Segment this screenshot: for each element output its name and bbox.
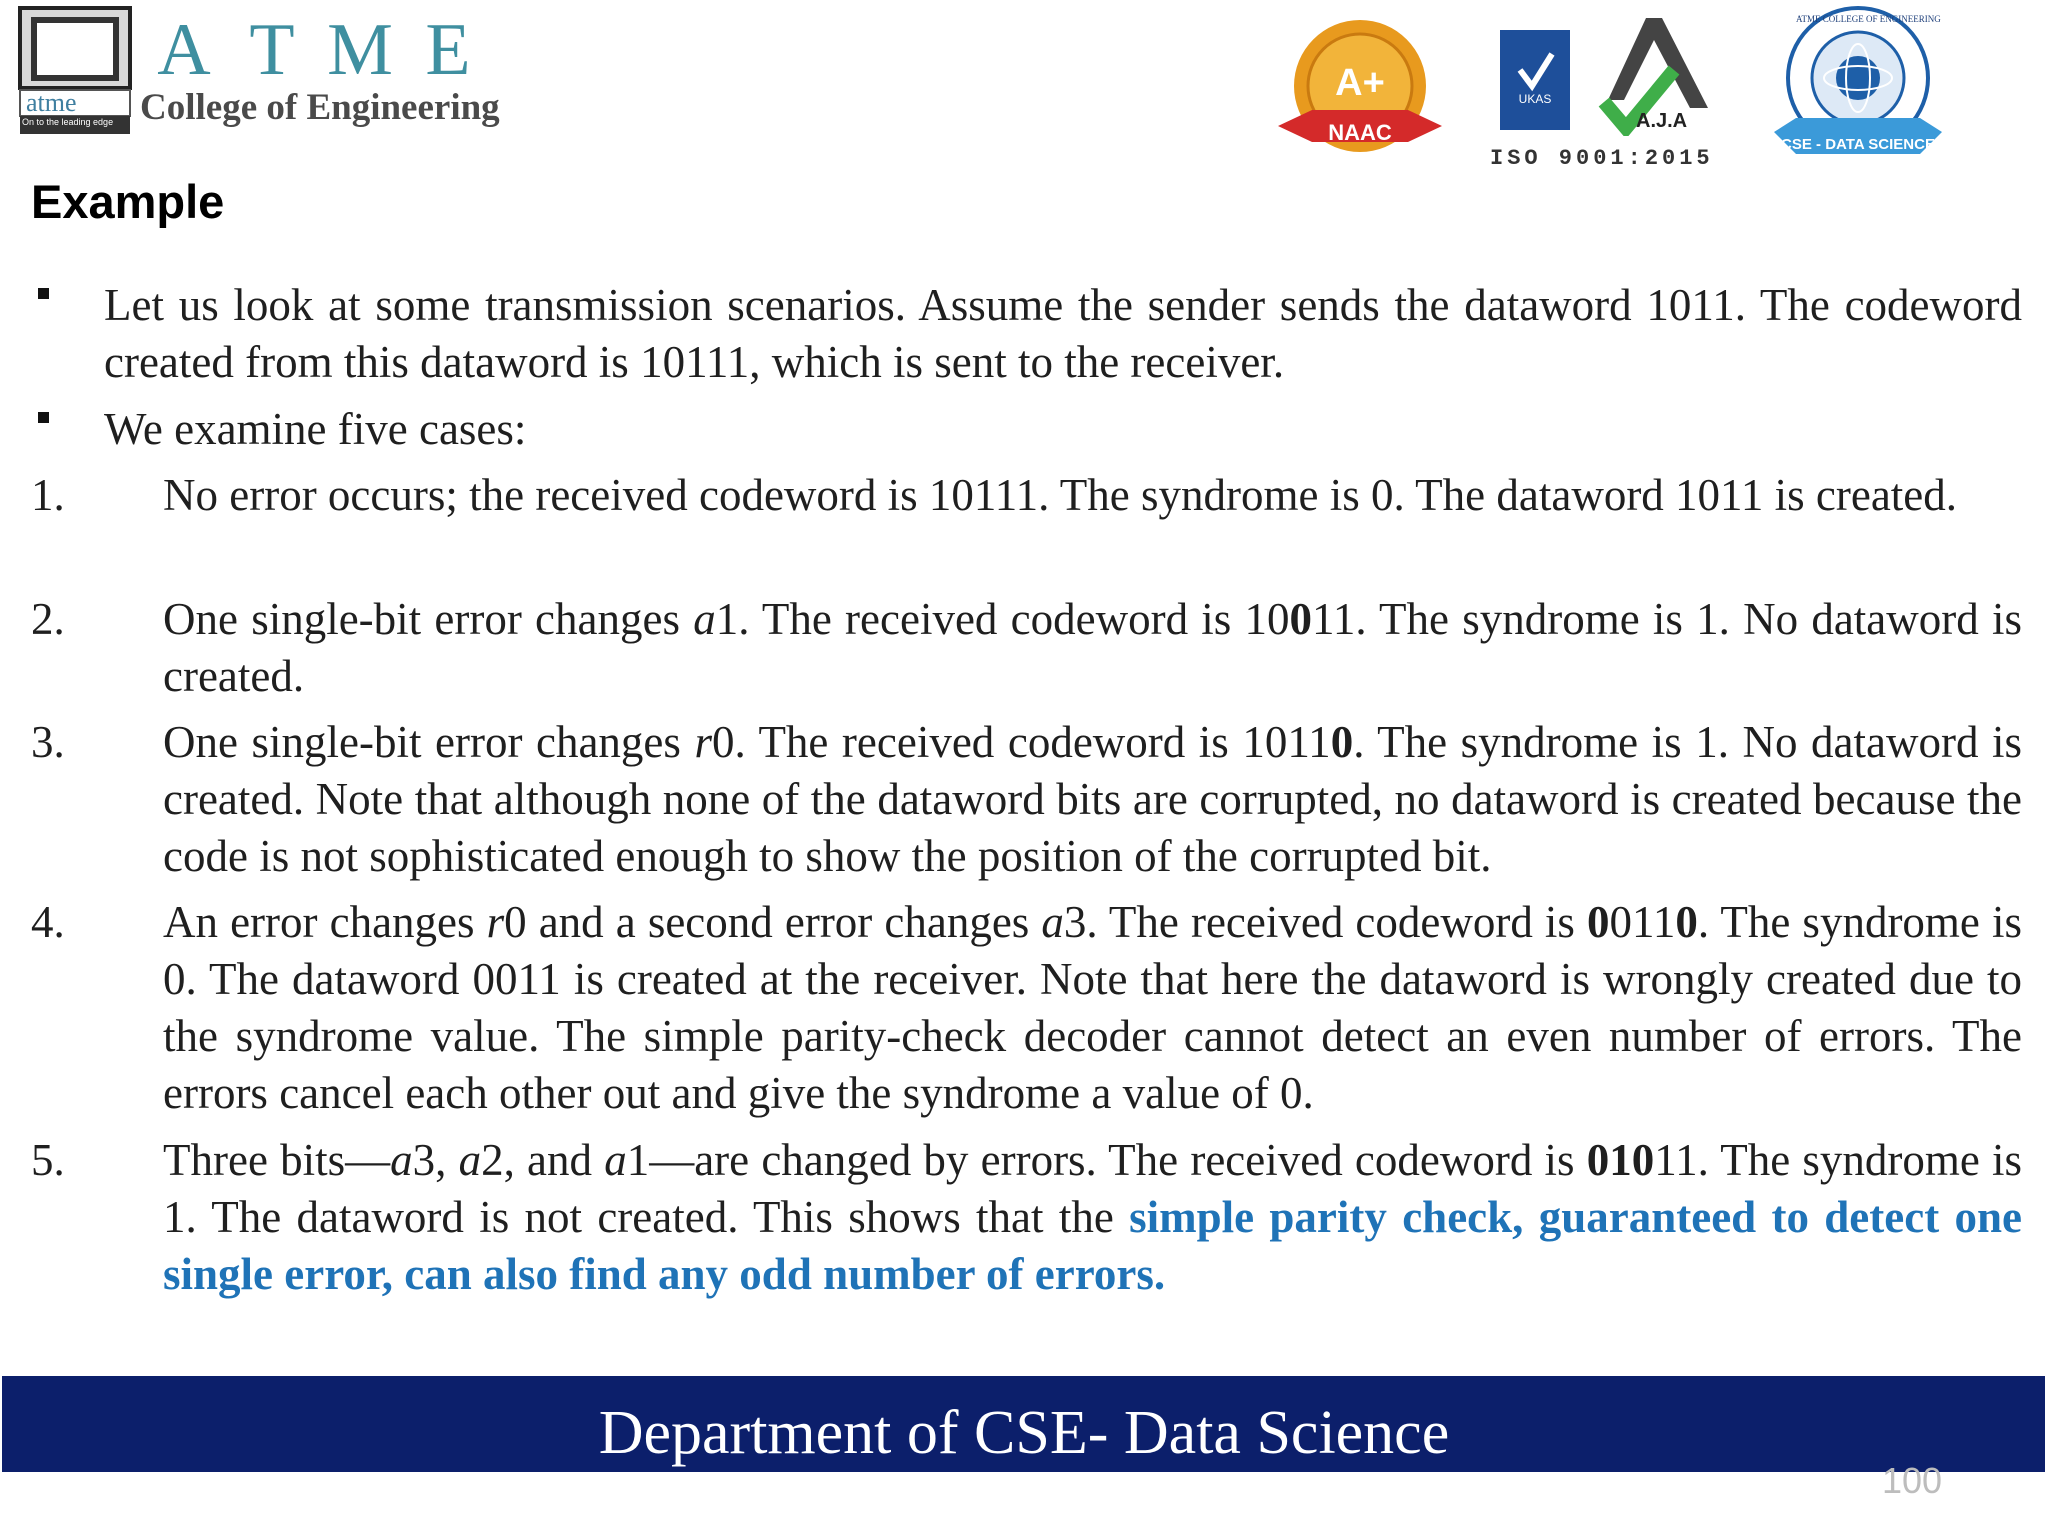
case-text bbox=[163, 1132, 2022, 1303]
bullet-marker bbox=[38, 288, 49, 299]
logo-letter: E bbox=[425, 9, 471, 91]
footer-department: Department of CSE- Data Science bbox=[598, 1399, 1450, 1467]
case-text-part: 011 bbox=[1609, 897, 1676, 947]
case-text bbox=[163, 591, 2022, 705]
case-number: 1. bbox=[31, 470, 65, 520]
case-text-part: 3. The received codeword is bbox=[1063, 897, 1588, 947]
case-variable: r bbox=[694, 717, 712, 767]
aja-label: A.J.A bbox=[1636, 110, 1688, 132]
logo-letter: A bbox=[157, 9, 211, 91]
case-highlight: simple parity check, guaranteed to detect one single error, can also find any odd number of errors. bbox=[163, 1192, 2022, 1299]
case-number: 2. bbox=[31, 594, 65, 644]
case-bold-bit: 0 bbox=[1675, 897, 1698, 947]
case-text-part: . The syndrome is 1. No dataword is created. Note that although none of the dataword bits are corrupted, no dataword is created because the code is not sophisticated enough to show the position of the corrupted bit. bbox=[163, 717, 2022, 881]
case-text-part: 2, and bbox=[481, 1135, 605, 1185]
page-number: 100 bbox=[1882, 1460, 1943, 1501]
case-text-part: One single-bit error changes bbox=[163, 717, 695, 767]
case-number: 3. bbox=[31, 717, 65, 767]
case-variable: a bbox=[390, 1135, 413, 1185]
case-variable: a bbox=[458, 1135, 482, 1185]
bullet-text: Let us look at some transmission scenarios. Assume the sender sends the dataword 1011. The codeword created from this dataword is 10111, which is sent to the receiver. bbox=[104, 280, 2022, 387]
case-variable: a bbox=[604, 1135, 627, 1185]
case-bold-bit: 0 bbox=[1587, 897, 1610, 947]
case-text bbox=[163, 894, 2022, 1122]
logo-small-text: atme bbox=[26, 88, 77, 117]
case-bold-bit: 0 bbox=[1330, 717, 1354, 767]
case-variable: a bbox=[693, 594, 716, 644]
case-bold-bit: 010 bbox=[1586, 1135, 1655, 1185]
case-text-part: 1. The received codeword is 10 bbox=[715, 594, 1290, 644]
logo-tagline: On to the leading edge bbox=[22, 117, 114, 127]
case-text-part: 11. The syndrome is 1. No dataword is created. bbox=[163, 594, 2022, 701]
college-name: College of Engineering bbox=[140, 87, 500, 128]
case-variable: a bbox=[1041, 897, 1064, 947]
case-text-part: 1. The syndrome is 1. The dataword is not created. This shows that the bbox=[163, 1135, 2023, 1242]
dept-badge-text: CSE - DATA SCIENCE bbox=[1781, 136, 1935, 153]
naac-label: NAAC bbox=[1328, 120, 1392, 145]
case-text-part: Three bits— bbox=[163, 1135, 391, 1185]
case-text-part: . The syndrome is 0. The dataword 0011 is created at the receiver. Note that here the dataword is wrongly created due to the syndrome value. The simple parity-check decoder cannot detect an even number of errors. The errors cancel each other out and give the syndrome a value of 0. bbox=[163, 897, 2023, 1118]
case-number: 5. bbox=[31, 1135, 65, 1185]
slide-title: Example bbox=[31, 175, 225, 228]
iso-label: ISO 9001:2015 bbox=[1490, 146, 1714, 171]
case-text-part: 3, bbox=[412, 1135, 459, 1185]
seal-ring-text: ATME COLLEGE OF ENGINEERING bbox=[1796, 14, 1941, 24]
case-text-part: An error changes bbox=[163, 897, 487, 947]
case-text: No error occurs; the received codeword is 10111. The syndrome is 0. The dataword 1011 is created. bbox=[163, 470, 1958, 520]
logo-wordmark bbox=[140, 8, 492, 93]
logo-letter: M bbox=[327, 9, 393, 91]
case-text-part: One single-bit error changes bbox=[163, 594, 694, 644]
case-text-part: 0 and a second error changes bbox=[504, 897, 1042, 947]
bullet-marker bbox=[38, 412, 49, 423]
case-text-part: 1 bbox=[1654, 1135, 1676, 1185]
case-text-part: 0. The received codeword is 1011 bbox=[711, 717, 1331, 767]
case-number: 4. bbox=[31, 897, 65, 947]
ukas-label: UKAS bbox=[1518, 92, 1552, 106]
case-variable: r bbox=[486, 897, 505, 947]
logo-letter: T bbox=[249, 9, 295, 91]
bullet-text: We examine five cases: bbox=[104, 404, 527, 454]
case-text-part: 1—are changed by errors. The received codeword is bbox=[626, 1135, 1587, 1185]
case-text bbox=[163, 714, 2022, 885]
case-bold-bit: 0 bbox=[1289, 594, 1313, 644]
naac-grade: A+ bbox=[1335, 62, 1385, 104]
ukas-logo bbox=[1500, 30, 1570, 130]
